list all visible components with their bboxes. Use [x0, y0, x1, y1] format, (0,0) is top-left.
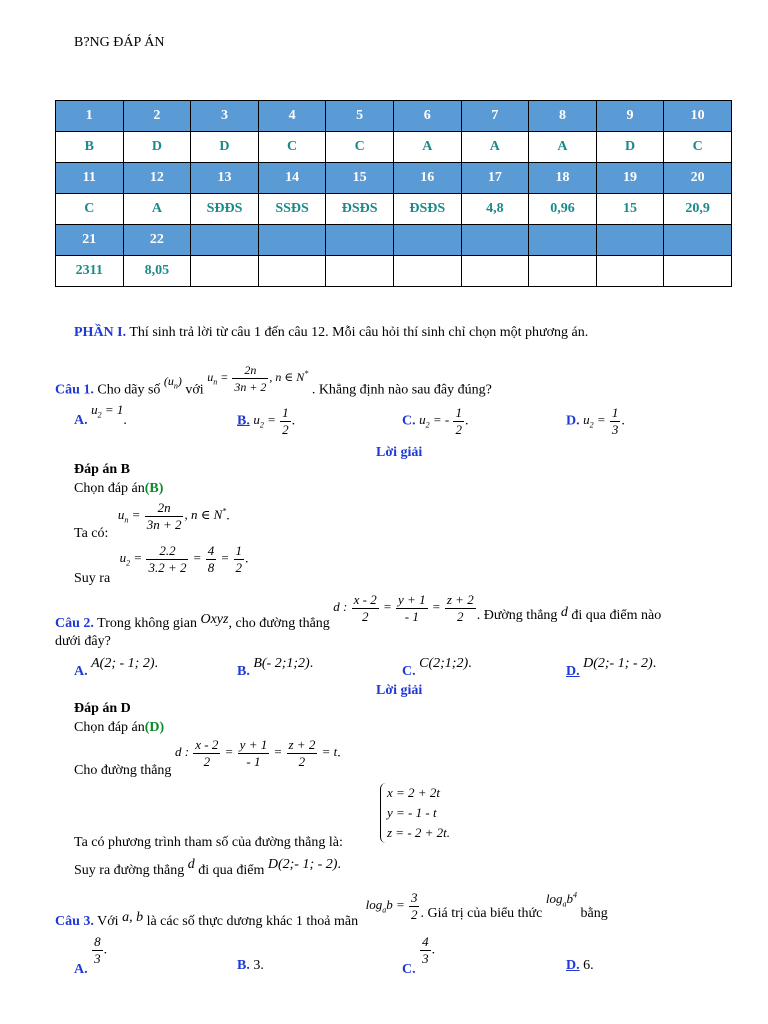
question-number-cell: [191, 225, 259, 256]
question-number-cell: 7: [461, 101, 529, 132]
part1-heading: [74, 325, 588, 341]
q2-option-c[interactable]: C. C(2;1;2).: [402, 656, 472, 679]
question-number-cell: 15: [326, 163, 394, 194]
question-number-cell: [258, 225, 326, 256]
q2-choose: [74, 720, 164, 736]
part1-label: PHẦN I.: [74, 325, 127, 340]
table-answer-row: [56, 256, 732, 287]
table-header-row: [56, 163, 732, 194]
q1-opt-b-label: B.: [237, 413, 250, 429]
q1-label: Câu 1.: [55, 382, 94, 398]
q2-line-text: Cho đường thẳng: [74, 763, 172, 779]
q1-opt-a-label: A.: [74, 413, 88, 428]
q1-stem: Câu 1. Cho dãy số $(u_n)$ với $u_n$ = $\frac{2n}{3n + 2}$ , n ∈ N* . Khẳng định nào sau đây đúng?: [55, 363, 492, 398]
q2-param-x: x = 2 + 2t: [387, 785, 440, 800]
q2-param-y: y = - 1 - t: [387, 805, 437, 820]
q2-text4: đi qua điểm nào: [567, 608, 662, 624]
q3-opt-a-label: A.: [74, 962, 88, 978]
answer-cell: 15: [596, 194, 664, 225]
q1-taco-text: Ta có:: [74, 526, 109, 542]
answer-cell: D: [191, 132, 259, 163]
q2-param-system: x = 2 + 2t y = - 1 - t z = - 2 + 2t .: [380, 783, 450, 843]
question-number-cell: 5: [326, 101, 394, 132]
q1-taco: Ta có: $u_n$ = $\frac{2n}{3n + 2}$ , n ∈ N*.: [74, 500, 230, 542]
q2-choose-text: Chọn đáp án: [74, 720, 145, 735]
answer-cell: D: [123, 132, 191, 163]
question-number-cell: 17: [461, 163, 529, 194]
answer-cell: B: [56, 132, 124, 163]
q1-text1: Cho dãy số: [93, 382, 164, 398]
q2-stem: Câu 2. Trong không gian Oxyz, cho đường thẳng d : $\frac{x - 2}{2}$ = $\frac{y + 1}{- 1}$ = $\frac{z + 2}{2}$ . Đường thẳng d đi qua điểm nào: [55, 592, 662, 632]
q2-through: Suy ra đường thẳng d đi qua điểm D(2;- 1; - 2).: [74, 857, 341, 878]
answer-cell: [461, 256, 529, 287]
q3-opt-d-value: 6.: [579, 958, 594, 973]
q2-through-d: d: [187, 857, 195, 872]
question-number-cell: 22: [123, 225, 191, 256]
answer-cell: SĐĐS: [191, 194, 259, 225]
question-number-cell: [461, 225, 529, 256]
q2-option-d[interactable]: D. D(2;- 1; - 2).: [566, 656, 657, 679]
answer-cell: [393, 256, 461, 287]
q1-option-a[interactable]: A. $u_2 = 1$.: [74, 402, 127, 428]
answer-cell: [258, 256, 326, 287]
q3-opt-c-label: C.: [402, 962, 416, 978]
q2-through-point: D(2;- 1; - 2): [267, 857, 338, 872]
q2-opt-b-label: B.: [237, 664, 250, 679]
q1-option-b[interactable]: B. $u_2$ = $\frac{1}{2}$ .: [237, 405, 296, 437]
answer-cell: [191, 256, 259, 287]
question-number-cell: 4: [258, 101, 326, 132]
q2-opt-a-label: A.: [74, 664, 88, 679]
question-number-cell: 14: [258, 163, 326, 194]
q2-solution-title: Lời giải: [376, 683, 423, 698]
q3-opt-b-value: 3.: [249, 958, 264, 973]
question-number-cell: 9: [596, 101, 664, 132]
answer-cell: A: [393, 132, 461, 163]
answer-cell: [326, 256, 394, 287]
q2-d: d: [560, 605, 568, 621]
q2-space: Oxyz: [200, 612, 229, 628]
q2-text2: , cho đường thẳng: [228, 616, 334, 632]
answer-cell: SSĐS: [258, 194, 326, 225]
table-answer-row: [56, 194, 732, 225]
question-number-cell: 10: [664, 101, 732, 132]
q2-opt-a-point: A(2; - 1; 2): [91, 656, 155, 671]
question-number-cell: 13: [191, 163, 259, 194]
answer-cell: [529, 256, 597, 287]
answer-cell: C: [664, 132, 732, 163]
q3-text1: Với: [93, 914, 123, 930]
answer-table: [55, 100, 732, 287]
q2-param-text: Ta có phương trình tham số của đường thẳng là:: [74, 835, 343, 850]
q1-choose-value: (B): [144, 481, 164, 496]
q2-text5: dưới đây?: [55, 634, 111, 649]
question-number-cell: 19: [596, 163, 664, 194]
answer-cell: ĐSĐS: [393, 194, 461, 225]
question-number-cell: 12: [123, 163, 191, 194]
q2-choose-value: (D): [144, 720, 165, 735]
q2-text1: Trong không gian: [93, 616, 201, 632]
answer-cell: D: [596, 132, 664, 163]
q1-suyra-text: Suy ra: [74, 571, 111, 587]
q2-option-b[interactable]: B. B(- 2;1;2).: [237, 656, 314, 679]
answer-cell: 20,9: [664, 194, 732, 225]
q2-text3: . Đường thẳng: [476, 608, 561, 624]
question-number-cell: 3: [191, 101, 259, 132]
q2-option-a[interactable]: A. A(2; - 1; 2).: [74, 656, 158, 679]
q1-option-d[interactable]: D. $u_2$ = $\frac{1}{3}$ .: [566, 405, 625, 437]
q3-opt-d-label: D.: [566, 958, 580, 973]
question-number-cell: [596, 225, 664, 256]
q1-text3: . Khẳng định nào sau đây đúng?: [311, 382, 492, 398]
q1-opt-c-label: C.: [402, 413, 416, 429]
q3-option-a[interactable]: A. $\frac{8}{3}$ .: [74, 934, 108, 978]
question-number-cell: 2: [123, 101, 191, 132]
q3-text3: . Giá trị của biểu thức: [420, 906, 546, 922]
answer-cell: [596, 256, 664, 287]
q2-param-z: z = - 2 + 2t: [387, 825, 447, 840]
q1-suyra: Suy ra $u_2$ = $\frac{2.2}{3.2 + 2}$ = $\frac{4}{8}$ = $\frac{1}{2}$ .: [74, 543, 249, 587]
table-header-row: [56, 101, 732, 132]
part1-text: Thí sinh trả lời từ câu 1 đến câu 12. Mỗi câu hỏi thí sinh chỉ chọn một phương án.: [126, 325, 589, 340]
q3-stem: Câu 3. Với a, b là các số thực dương khác 1 thoả mãn $\log_ab$ = $\frac{3}{2}$ . Giá trị của biểu thức $\log_ab^4$ bằng: [55, 890, 608, 930]
page-title: B?NG ĐÁP ÁN: [74, 35, 165, 50]
q3-label: Câu 3.: [55, 914, 94, 930]
question-number-cell: 18: [529, 163, 597, 194]
q2-through-text2: đi qua điểm: [194, 863, 268, 878]
answer-cell: 4,8: [461, 194, 529, 225]
q1-text2: với: [185, 382, 208, 398]
question-number-cell: 11: [56, 163, 124, 194]
q2-opt-c-point: C(2;1;2): [419, 656, 469, 671]
question-number-cell: 1: [56, 101, 124, 132]
q2-opt-b-point: B(- 2;1;2): [253, 656, 310, 671]
q3-option-d[interactable]: [566, 958, 594, 974]
q1-choose: [74, 481, 163, 497]
answer-cell: A: [529, 132, 597, 163]
q2-through-text1: Suy ra đường thẳng: [74, 863, 188, 878]
q3-option-b[interactable]: [237, 958, 264, 974]
q2-opt-c-label: C.: [402, 664, 416, 679]
table-header-row: [56, 225, 732, 256]
q1-choose-text: Chọn đáp án: [74, 481, 145, 496]
q3-text4: bằng: [580, 906, 608, 922]
q3-text2: là các số thực dương khác 1 thoả mãn: [143, 914, 362, 930]
answer-cell: C: [326, 132, 394, 163]
answer-cell: C: [56, 194, 124, 225]
q2-opt-d-label: D.: [566, 664, 580, 679]
answer-cell: 2311: [56, 256, 124, 287]
q3-vars: a, b: [122, 910, 144, 926]
answer-cell: A: [123, 194, 191, 225]
answer-cell: ĐSĐS: [326, 194, 394, 225]
answer-cell: A: [461, 132, 529, 163]
answer-cell: 0,96: [529, 194, 597, 225]
q1-option-c[interactable]: C. $u_2$ = - $\frac{1}{2}$ .: [402, 405, 469, 437]
question-number-cell: 20: [664, 163, 732, 194]
question-number-cell: [326, 225, 394, 256]
question-number-cell: 16: [393, 163, 461, 194]
q1-solution-title: Lời giải: [376, 445, 423, 460]
table-answer-row: [56, 132, 732, 163]
question-number-cell: [529, 225, 597, 256]
question-number-cell: 21: [56, 225, 124, 256]
question-number-cell: 8: [529, 101, 597, 132]
q2-label: Câu 2.: [55, 616, 94, 632]
question-number-cell: 6: [393, 101, 461, 132]
q1-opt-d-label: D.: [566, 413, 580, 429]
question-number-cell: [393, 225, 461, 256]
q2-line: Cho đường thẳng d : $\frac{x - 2}{2}$ = $\frac{y + 1}{- 1}$ = $\frac{z + 2}{2}$ = t.: [74, 737, 341, 779]
q1-answer: Đáp án B: [74, 462, 131, 477]
q3-option-c[interactable]: C. $\frac{4}{3}$ .: [402, 934, 436, 978]
answer-cell: C: [258, 132, 326, 163]
answer-cell: [664, 256, 732, 287]
q2-answer: Đáp án D: [74, 701, 131, 716]
answer-cell: 8,05: [123, 256, 191, 287]
question-number-cell: [664, 225, 732, 256]
q3-opt-b-label: B.: [237, 958, 250, 973]
q2-opt-d-point: D(2;- 1; - 2): [583, 656, 653, 671]
